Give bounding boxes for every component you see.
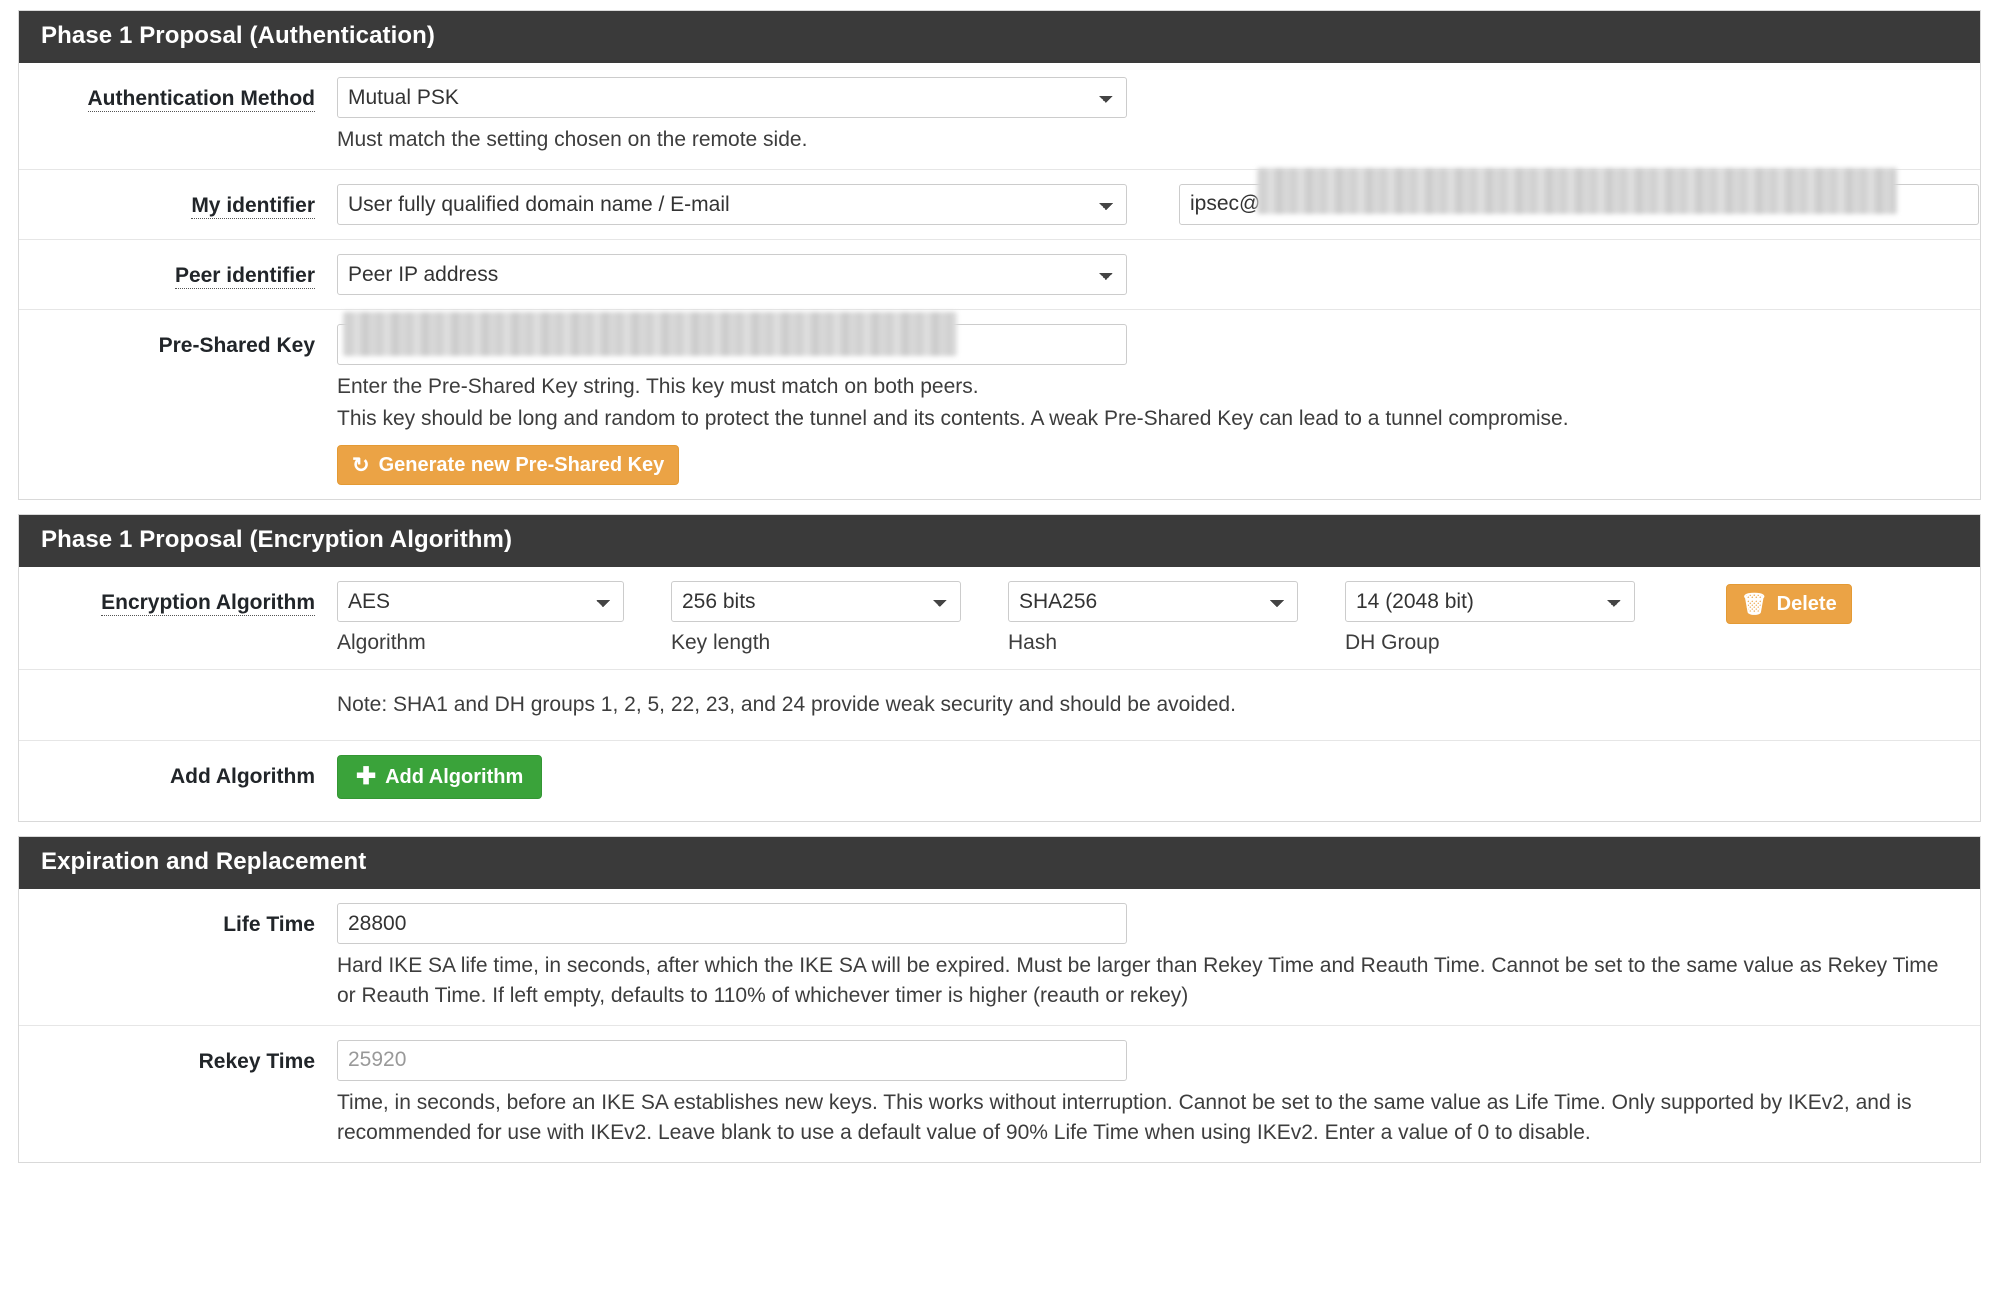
label-text-authentication-method: Authentication Method bbox=[87, 87, 315, 110]
delete-algorithm-button[interactable] bbox=[1726, 584, 1852, 624]
column-hash bbox=[1008, 581, 1298, 655]
field-row-add-algorithm bbox=[19, 741, 1980, 821]
panel-phase1-encryption bbox=[18, 514, 1981, 822]
control-peer-identifier bbox=[337, 254, 1980, 295]
control-encryption-note bbox=[337, 688, 1980, 720]
help-pre-shared-key-line2: This key should be long and random to protect the tunnel and its contents. A weak Pre-Shared Key can lead to a tunnel compromise. bbox=[337, 406, 1569, 430]
label-encryption-note-spacer bbox=[19, 688, 337, 720]
label-text-my-identifier: My identifier bbox=[191, 193, 315, 217]
select-my-identifier-type[interactable] bbox=[337, 184, 1127, 225]
control-authentication-method bbox=[337, 77, 1980, 155]
control-pre-shared-key bbox=[337, 324, 1980, 486]
label-add-algorithm bbox=[19, 755, 337, 789]
label-peer-identifier bbox=[19, 254, 337, 288]
label-life-time bbox=[19, 903, 337, 937]
label-my-identifier bbox=[19, 184, 337, 218]
input-pre-shared-key[interactable] bbox=[337, 324, 1127, 365]
select-algorithm[interactable] bbox=[337, 581, 624, 622]
select-dh-group[interactable] bbox=[1345, 581, 1635, 622]
control-add-algorithm bbox=[337, 755, 1980, 799]
panel-title-phase1-encryption: Phase 1 Proposal (Encryption Algorithm) bbox=[19, 515, 1980, 567]
field-row-authentication-method bbox=[19, 63, 1980, 170]
field-row-my-identifier bbox=[19, 170, 1980, 240]
input-rekey-time[interactable] bbox=[337, 1040, 1127, 1081]
panel-expiration-replacement bbox=[18, 836, 1981, 1162]
select-hash[interactable] bbox=[1008, 581, 1298, 622]
field-row-rekey-time bbox=[19, 1026, 1980, 1162]
generate-pre-shared-key-button[interactable] bbox=[337, 445, 679, 485]
help-life-time: Hard IKE SA life time, in seconds, after which the IKE SA will be expired. Must be larger than Rekey Time and Reauth Time. Cannot be set to the same value as Rekey Time or Reauth Time. If left empty, defaults to 110% of whichever timer is higher (reauth or rekey) bbox=[337, 954, 1939, 1008]
panel-title-phase1-authentication: Phase 1 Proposal (Authentication) bbox=[19, 11, 1980, 63]
field-row-encryption-note bbox=[19, 670, 1980, 741]
plus-icon: ✚ bbox=[356, 763, 377, 791]
control-my-identifier bbox=[337, 184, 1980, 225]
label-pre-shared-key bbox=[19, 324, 337, 358]
note-encryption-weak-security: Note: SHA1 and DH groups 1, 2, 5, 22, 23, and 24 provide weak security and should be avoided. bbox=[337, 693, 1236, 717]
refresh-icon: ↻ bbox=[352, 453, 370, 477]
label-text-rekey-time: Rekey Time bbox=[198, 1049, 315, 1073]
label-text-life-time: Life Time bbox=[223, 913, 315, 937]
control-encryption-algorithm-row bbox=[337, 581, 1980, 655]
panel-body-phase1-authentication bbox=[19, 63, 1980, 499]
encryption-algorithm-grid bbox=[337, 581, 1980, 655]
field-row-peer-identifier bbox=[19, 240, 1980, 310]
sublabel-algorithm: Algorithm bbox=[337, 631, 426, 655]
field-row-pre-shared-key bbox=[19, 310, 1980, 500]
control-rekey-time bbox=[337, 1040, 1980, 1148]
column-dh-group bbox=[1345, 581, 1635, 655]
column-algorithm bbox=[337, 581, 624, 655]
help-rekey-time: Time, in seconds, before an IKE SA establishes new keys. This works without interruption. Cannot be set to the same value as Life Time. Only supported by IKEv2, and is recommended for use with IKEv2. Leave blank to use a default value of 90% Life Time when using IKEv2. Enter a value of 0 to disable. bbox=[337, 1090, 1912, 1144]
input-my-identifier-value[interactable] bbox=[1179, 184, 1979, 225]
panel-body-phase1-encryption bbox=[19, 567, 1980, 821]
trash-icon: 🗑 bbox=[1741, 592, 1768, 616]
generate-pre-shared-key-label: Generate new Pre-Shared Key bbox=[378, 454, 665, 477]
label-authentication-method bbox=[19, 77, 337, 111]
label-rekey-time bbox=[19, 1040, 337, 1074]
select-authentication-method[interactable] bbox=[337, 77, 1127, 118]
input-life-time[interactable] bbox=[337, 903, 1127, 944]
panel-phase1-authentication bbox=[18, 10, 1981, 500]
add-algorithm-label: Add Algorithm bbox=[385, 766, 524, 789]
panel-body-expiration-replacement bbox=[19, 889, 1980, 1161]
select-key-length[interactable] bbox=[671, 581, 961, 622]
label-encryption-algorithm bbox=[19, 581, 337, 615]
field-row-encryption-algorithm bbox=[19, 567, 1980, 670]
sublabel-key-length: Key length bbox=[671, 631, 771, 655]
panel-title-expiration-replacement: Expiration and Replacement bbox=[19, 837, 1980, 889]
help-authentication-method: Must match the setting chosen on the remote side. bbox=[337, 128, 808, 151]
label-text-encryption-algorithm: Encryption Algorithm bbox=[101, 591, 315, 615]
label-text-pre-shared-key: Pre-Shared Key bbox=[158, 333, 315, 357]
column-key-length bbox=[671, 581, 961, 655]
sublabel-hash: Hash bbox=[1008, 631, 1058, 655]
select-peer-identifier-type[interactable] bbox=[337, 254, 1127, 295]
delete-algorithm-label: Delete bbox=[1776, 593, 1837, 616]
sublabel-dh-group: DH Group bbox=[1345, 631, 1440, 655]
control-life-time bbox=[337, 903, 1980, 1011]
label-text-peer-identifier: Peer identifier bbox=[174, 263, 315, 287]
label-text-add-algorithm: Add Algorithm bbox=[169, 765, 315, 789]
add-algorithm-button[interactable] bbox=[337, 755, 542, 799]
field-row-life-time bbox=[19, 889, 1980, 1026]
help-pre-shared-key-line1: Enter the Pre-Shared Key string. This key must match on both peers. bbox=[337, 374, 979, 398]
